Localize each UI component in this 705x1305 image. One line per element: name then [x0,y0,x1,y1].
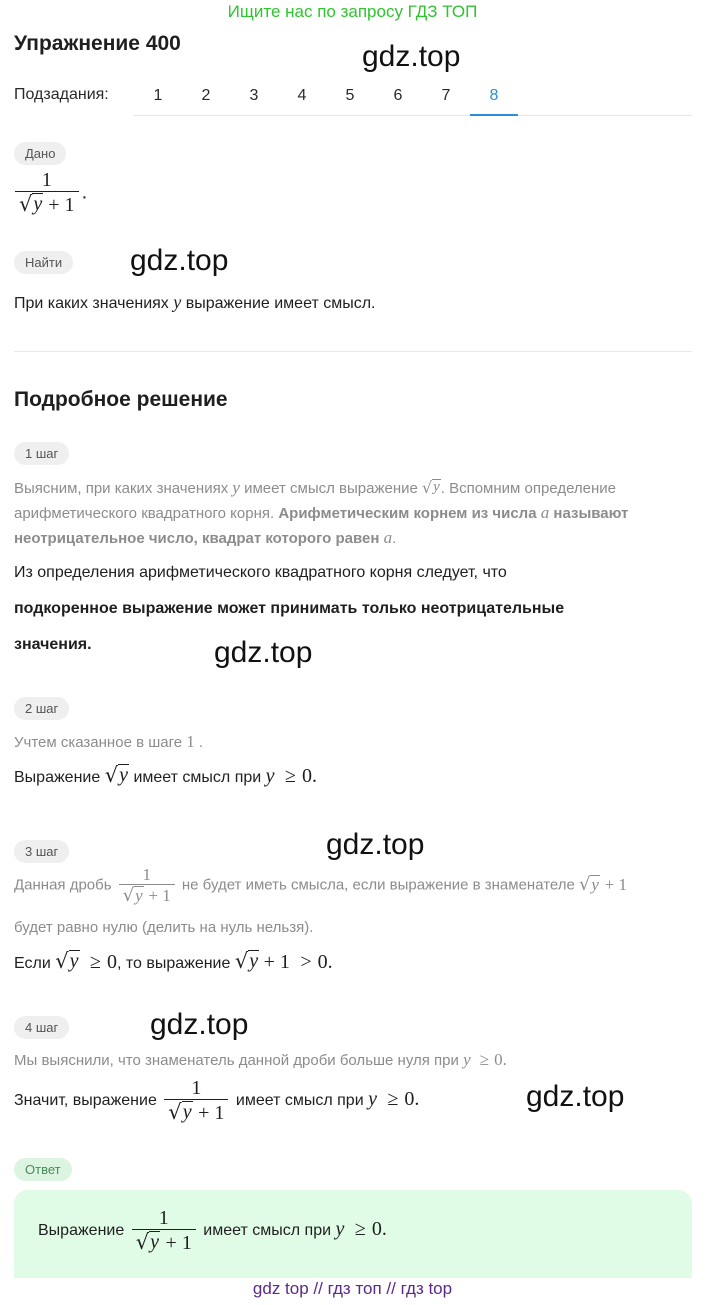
step1-a: a [383,528,393,547]
find-text-a: При каких значениях [14,295,169,312]
step4-var: y [463,1050,471,1069]
answer-t1: Выражение [38,1222,125,1240]
step2-sqrt [105,764,129,786]
step1-g5: Арифметическим корнем из числа [278,505,537,522]
sqrt-icon: √ [422,478,433,497]
step4-ge: ≥ [479,1050,490,1069]
step4-zero: 0 [494,1050,503,1069]
step4-chip: 4 шаг [14,1016,69,1039]
step3-g2: не будет иметь смысла, если выражение в знаменателе [181,876,575,894]
step3-sqrt-2 [235,950,259,972]
step3-denominator-expr [579,875,627,894]
plus-one: + 1 [263,951,290,973]
radicand: y [433,479,440,495]
step2-rel: ≥ [285,765,296,787]
radicand: y [591,874,599,894]
step2-main [14,764,317,788]
step2-zero: 0 [301,765,312,787]
step1-var: y [232,478,240,497]
find-var: y [173,292,182,312]
step3-g1: Данная дробь [14,876,112,894]
footer-links[interactable]: gdz top // гдз топ // гдз top [252,1279,453,1298]
step4-ge: ≥ [387,1088,399,1111]
step3-chip: 3 шаг [14,840,69,863]
step3-dot: . [327,951,333,973]
step3-sqrt [55,950,79,972]
top-banner: Ищите нас по запросу ГДЗ ТОП [227,2,478,21]
step4-m1: Значит, выражение [14,1092,157,1110]
step3-m2: , то выражение [116,955,231,972]
step2-var: y [265,765,275,787]
step2-chip: 2 шаг [14,697,69,720]
given-denominator [15,191,79,216]
sqrt-icon: √ [19,192,33,216]
watermark: gdz.top [362,40,461,73]
step2-num: 1 [186,732,195,751]
page-title: Упражнение 400 [14,32,181,55]
answer-t2: имеет смысл при [203,1222,332,1240]
radicand: y [69,950,79,972]
step4-main [14,1078,419,1124]
subtask-tab-8-active[interactable]: 8 [470,80,518,116]
step3-main [14,950,333,974]
solution-title: Подробное решение [14,388,228,411]
step4-fraction [164,1078,228,1124]
plus-one: + 1 [48,194,75,216]
given-fraction [15,170,79,216]
step1-main-1: Из определения арифметического квадратного корня следует, что [14,564,507,581]
sqrt-icon: √ [234,949,249,973]
sqrt-icon: √ [55,949,69,973]
step1-g3: . Вспомним определение [440,480,617,497]
step1-a: a [540,503,550,522]
step1-g4: арифметического квадратного корня. [14,505,275,522]
subtask-tab-3[interactable]: 3 [249,87,259,104]
step2-m2: имеет смысл при [133,769,262,786]
subtasks-tabs [134,80,692,116]
numerator: 1 [191,1077,202,1099]
step4-dot: . [502,1050,507,1069]
step1-chip: 1 шаг [14,442,69,465]
plus-one: + 1 [148,885,171,905]
step4-dot: . [414,1088,420,1111]
step1-main-3: значения. [14,636,92,653]
step3-zero: 0 [317,951,328,973]
step3-gt: > [300,951,312,973]
answer-zero: 0 [371,1218,382,1241]
numerator: 1 [158,1207,169,1229]
sqrt-icon: √ [122,884,135,906]
subtask-tab-1[interactable]: 1 [153,87,163,104]
watermark: gdz.top [526,1080,625,1113]
find-text-b: выражение имеет смысл. [185,295,376,312]
step4-m2: имеет смысл при [235,1092,364,1110]
radicand: y [119,764,128,786]
step1-main-2: подкоренное выражение может принимать только неотрицательные [14,600,565,617]
denominator [164,1099,228,1124]
watermark: gdz.top [326,828,425,861]
subtask-tab-7[interactable]: 7 [441,87,451,104]
denominator [132,1229,196,1254]
step3-grey-line1 [14,866,627,906]
step2-g1: Учтем сказанное в шаге [14,734,183,751]
step4-var: y [368,1088,377,1111]
plus-one: + 1 [604,874,628,894]
subtasks-label: Подзадания: [14,86,109,103]
step3-m1: Если [14,955,51,972]
answer-ge: ≥ [354,1218,366,1241]
section-divider [14,351,692,352]
plus-one: + 1 [198,1102,225,1124]
find-text [14,292,376,313]
subtask-tab-4[interactable]: 4 [297,87,307,104]
step1-g8: . [392,530,397,547]
denominator [119,884,175,906]
radicand: y [135,885,143,905]
step1-g7: неотрицательное число, квадрат которого равен [14,530,380,547]
step2-dot: . [311,765,317,787]
watermark: gdz.top [130,244,229,277]
step2-m1: Выражение [14,769,101,786]
subtask-tab-5[interactable]: 5 [345,87,355,104]
sqrt-icon: √ [579,873,591,895]
answer-chip: Ответ [14,1158,72,1181]
sqrt-icon: √ [135,1230,150,1254]
find-chip: Найти [14,251,73,274]
step1-g1: Выясним, при каких значениях [14,480,229,497]
answer-text [38,1208,387,1254]
step3-grey-line2: будет равно нулю (делить на нуль нельзя). [14,919,314,936]
radicand: y [150,1231,159,1253]
given-period: . [81,181,88,204]
step1-grey-text [14,476,694,551]
step3-zero: 0 [106,951,117,973]
step4-g1: Мы выяснили, что знаменатель данной дроби больше нуля при [14,1052,459,1069]
step2-grey-text [14,732,203,752]
step1-sqrt [422,479,441,496]
subtask-tab-2[interactable]: 2 [201,87,211,104]
numerator: 1 [142,865,151,884]
answer-dot: . [381,1218,387,1241]
step2-g2: . [198,734,204,751]
subtask-tab-6[interactable]: 6 [393,87,403,104]
answer-fraction [132,1208,196,1254]
answer-var: y [335,1218,345,1241]
sqrt-icon: √ [104,763,119,787]
plus-one: + 1 [165,1232,192,1254]
step4-zero: 0 [404,1088,415,1111]
radicand: y [249,950,259,972]
sqrt-icon: √ [168,1100,182,1124]
step3-fraction [119,866,175,906]
step1-g6: называют [553,505,629,522]
watermark: gdz.top [150,1008,249,1041]
watermark: gdz.top [214,636,313,669]
step3-ge: ≥ [89,951,101,973]
step4-grey-text [14,1050,507,1070]
given-numerator: 1 [41,169,52,191]
step1-g2: имеет смысл выражение [244,480,418,497]
radicand: y [182,1101,192,1123]
radicand: y [33,193,43,215]
given-chip: Дано [14,142,66,165]
given-expression [12,170,87,216]
